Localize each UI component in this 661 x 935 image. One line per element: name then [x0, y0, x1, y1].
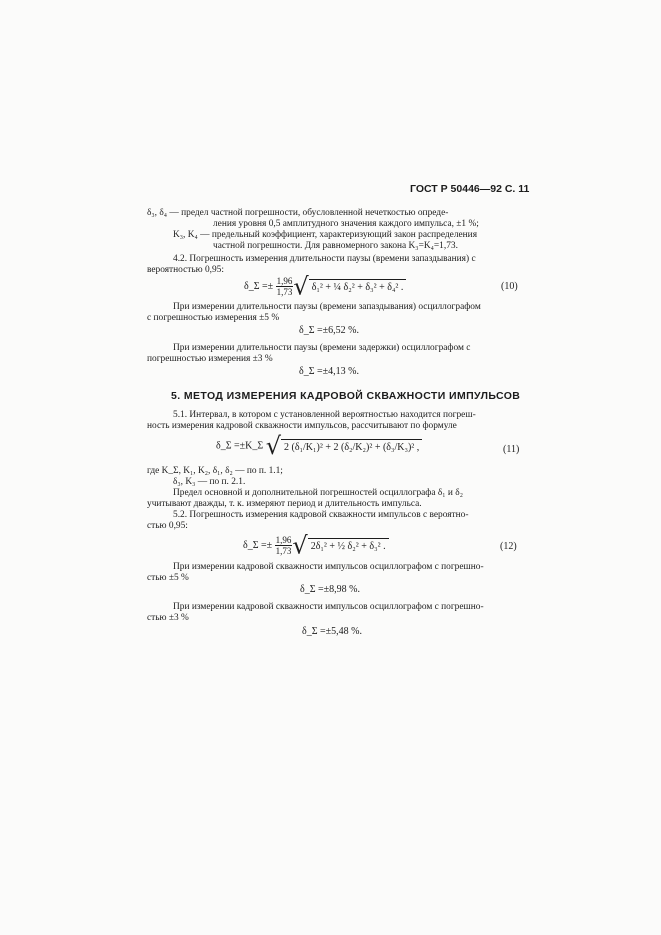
equation-number: (10)	[501, 281, 518, 292]
definition-line: частной погрешности. Для равномерного закона K₃=K₄=1,73.	[213, 241, 458, 251]
equation-number: (11)	[503, 444, 520, 455]
formula-lhs: δ_Σ =±	[244, 280, 274, 292]
paragraph-line: вероятностью 0,95:	[147, 265, 224, 275]
section-title: 5. МЕТОД ИЗМЕРЕНИЯ КАДРОВОЙ СКВАЖНОСТИ ИМПУЛЬСОВ	[171, 390, 521, 402]
formula-lhs: δ_Σ =±	[243, 539, 273, 551]
definition-line: K₃, K₄ — предельный коэффициент, характеризующий закон распределения	[173, 230, 478, 240]
paragraph-line: 5.2. Погрешность измерения кадровой скважности импульсов с вероятно-	[173, 510, 469, 520]
paragraph-line: 5.1. Интервал, в котором с установленной вероятностью находится погреш-	[173, 410, 476, 420]
formula-lhs: δ_Σ =±K_Σ	[216, 440, 264, 452]
result-value: δ_Σ =±4,13 %.	[299, 366, 359, 377]
fraction-denominator: 1,73	[275, 546, 292, 556]
definition-line: δ₃, K₃ — по п. 2.1.	[173, 477, 246, 487]
paragraph-line: При измерении кадровой скважности импульсов осциллографом с погрешно-	[173, 562, 484, 572]
paragraph-line: При измерении кадровой скважности импульсов осциллографом с погрешно-	[173, 602, 484, 612]
definition-line: δ₃, δ₄ — предел частной погрешности, обусловленной нечеткостью опреде-	[147, 208, 449, 218]
fraction	[276, 276, 294, 297]
paragraph-line: стью 0,95:	[147, 521, 188, 531]
paragraph-line: При измерении длительности паузы (времени задержки) осциллографом с	[173, 343, 471, 353]
result-value: δ_Σ =±8,98 %.	[300, 584, 360, 595]
formula-12	[243, 531, 389, 560]
paragraph-line: 4.2. Погрешность измерения длительности паузы (времени запаздывания) с	[173, 254, 476, 264]
paragraph-line: с погрешностью измерения ±5 %	[147, 313, 280, 323]
page-header: ГОСТ Р 50446—92 С. 11	[410, 183, 530, 195]
sqrt-sign: √	[292, 531, 308, 560]
paragraph-line: стью ±5 %	[147, 573, 189, 583]
radicand: 2δ₁² + ½ δ₂² + δ₃² .	[308, 538, 389, 553]
paragraph-line: При измерении длительности паузы (времени запаздывания) осциллографом	[173, 302, 481, 312]
definition-line: ления уровня 0,5 амплитудного значения каждого импульса, ±1 %;	[213, 219, 479, 229]
equation-number: (12)	[500, 541, 517, 552]
fraction-denominator: 1,73	[276, 287, 293, 297]
fraction	[275, 535, 293, 556]
paragraph-line: ность измерения кадровой скважности импульсов, рассчитывают по формуле	[147, 421, 457, 431]
formula-10	[244, 272, 406, 301]
fraction-numerator: 1,96	[275, 535, 292, 545]
sqrt-sign: √	[265, 432, 281, 460]
formula-11	[216, 432, 422, 460]
radicand: δ₁² + ¼ δ₂² + δ₃² + δ₄² .	[309, 279, 407, 294]
result-value: δ_Σ =±5,48 %.	[302, 626, 362, 637]
fraction-numerator: 1,96	[276, 276, 293, 286]
paragraph-line: стью ±3 %	[147, 613, 189, 623]
definition-line: Предел основной и дополнительной погрешностей осциллографа δ₁ и δ₂	[173, 488, 463, 498]
definition-line: где K_Σ, K₁, K₂, δ₁, δ₂ — по п. 1.1;	[147, 466, 283, 476]
radicand: 2 (δ₁/K₁)² + 2 (δ₂/K₂)² + (δ₃/K₃)² ,	[281, 439, 422, 454]
result-value: δ_Σ =±6,52 %.	[299, 325, 359, 336]
definition-line: учитывают дважды, т. к. измеряют период и длительность импульса.	[147, 499, 422, 509]
sqrt-sign: √	[293, 272, 309, 301]
paragraph-line: погрешностью измерения ±3 %	[147, 354, 273, 364]
